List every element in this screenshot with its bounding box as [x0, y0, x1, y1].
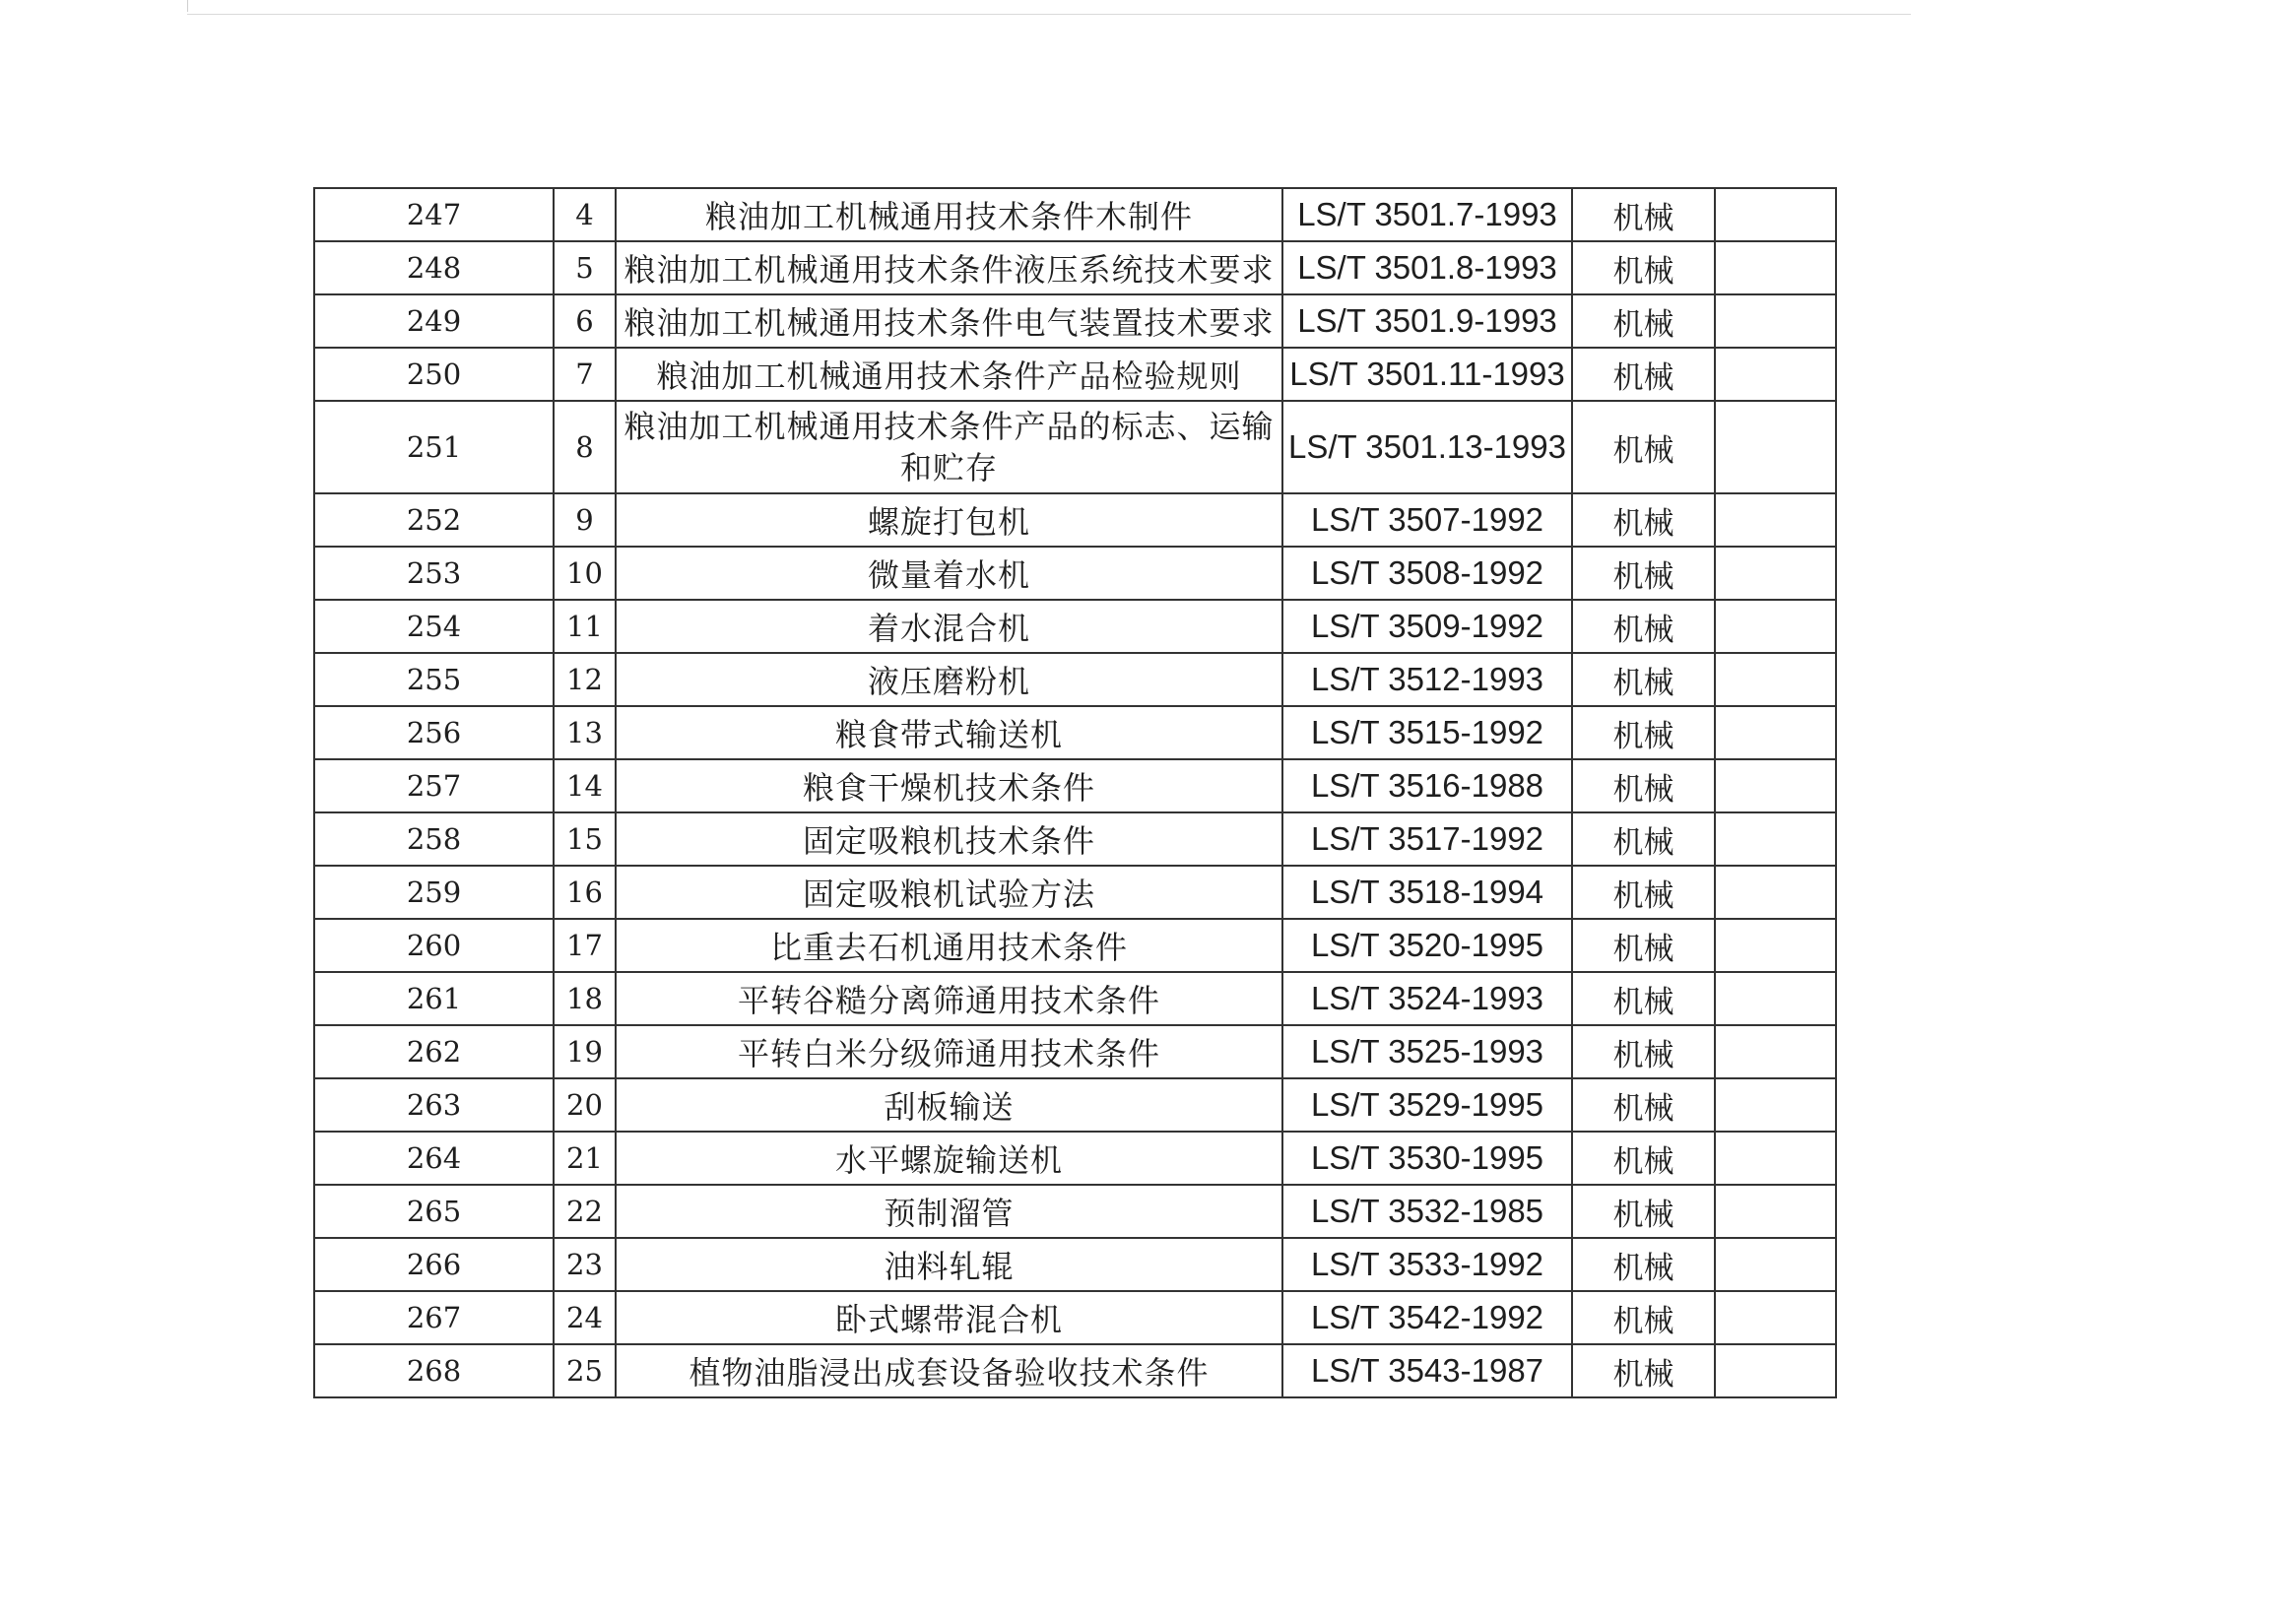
remark-cell — [1715, 1185, 1836, 1238]
standard-code-cell: LS/T 3524-1993 — [1282, 972, 1572, 1025]
table-row — [314, 294, 1836, 348]
standard-code-cell: LS/T 3501.9-1993 — [1282, 294, 1572, 348]
serial-number-cell: 265 — [314, 1185, 554, 1238]
table-row — [314, 706, 1836, 759]
remark-cell — [1715, 348, 1836, 401]
category-cell: 机械 — [1572, 919, 1715, 972]
remark-cell — [1715, 812, 1836, 866]
item-number-cell: 12 — [554, 653, 616, 706]
remark-cell — [1715, 294, 1836, 348]
table-row — [314, 653, 1836, 706]
item-number-cell: 17 — [554, 919, 616, 972]
standard-code-cell: LS/T 3515-1992 — [1282, 706, 1572, 759]
standard-code-cell: LS/T 3516-1988 — [1282, 759, 1572, 812]
standard-code-cell: LS/T 3501.8-1993 — [1282, 241, 1572, 294]
category-cell: 机械 — [1572, 547, 1715, 600]
serial-number-cell: 268 — [314, 1344, 554, 1397]
standard-code-cell: LS/T 3542-1992 — [1282, 1291, 1572, 1344]
standard-name-cell: 固定吸粮机技术条件 — [616, 812, 1282, 866]
item-number-cell: 14 — [554, 759, 616, 812]
standard-code-cell: LS/T 3518-1994 — [1282, 866, 1572, 919]
standard-name-cell: 平转白米分级筛通用技术条件 — [616, 1025, 1282, 1078]
table-row — [314, 547, 1836, 600]
table-body — [314, 188, 1836, 1397]
table-row — [314, 600, 1836, 653]
table-row — [314, 1185, 1836, 1238]
remark-cell — [1715, 1078, 1836, 1132]
standard-name-cell: 刮板输送 — [616, 1078, 1282, 1132]
standard-code-cell: LS/T 3543-1987 — [1282, 1344, 1572, 1397]
item-number-cell: 15 — [554, 812, 616, 866]
table-row — [314, 188, 1836, 241]
remark-cell — [1715, 188, 1836, 241]
serial-number-cell: 252 — [314, 493, 554, 547]
remark-cell — [1715, 866, 1836, 919]
category-cell: 机械 — [1572, 493, 1715, 547]
standard-code-cell: LS/T 3533-1992 — [1282, 1238, 1572, 1291]
item-number-cell: 20 — [554, 1078, 616, 1132]
category-cell: 机械 — [1572, 1132, 1715, 1185]
table-row — [314, 241, 1836, 294]
standards-table — [313, 187, 1837, 1398]
serial-number-cell: 256 — [314, 706, 554, 759]
remark-cell — [1715, 600, 1836, 653]
item-number-cell: 21 — [554, 1132, 616, 1185]
category-cell: 机械 — [1572, 1238, 1715, 1291]
table-row — [314, 1344, 1836, 1397]
standard-code-cell: LS/T 3508-1992 — [1282, 547, 1572, 600]
standard-name-cell: 液压磨粉机 — [616, 653, 1282, 706]
serial-number-cell: 262 — [314, 1025, 554, 1078]
category-cell: 机械 — [1572, 1185, 1715, 1238]
item-number-cell: 19 — [554, 1025, 616, 1078]
item-number-cell: 9 — [554, 493, 616, 547]
table-row — [314, 812, 1836, 866]
table-row — [314, 866, 1836, 919]
item-number-cell: 5 — [554, 241, 616, 294]
category-cell: 机械 — [1572, 1291, 1715, 1344]
standard-name-cell: 水平螺旋输送机 — [616, 1132, 1282, 1185]
scan-edge — [187, 0, 1911, 15]
standard-code-cell: LS/T 3520-1995 — [1282, 919, 1572, 972]
standard-name-cell: 植物油脂浸出成套设备验收技术条件 — [616, 1344, 1282, 1397]
standard-name-cell: 平转谷糙分离筛通用技术条件 — [616, 972, 1282, 1025]
serial-number-cell: 250 — [314, 348, 554, 401]
category-cell: 机械 — [1572, 706, 1715, 759]
remark-cell — [1715, 1291, 1836, 1344]
serial-number-cell: 266 — [314, 1238, 554, 1291]
item-number-cell: 6 — [554, 294, 616, 348]
remark-cell — [1715, 706, 1836, 759]
remark-cell — [1715, 401, 1836, 493]
item-number-cell: 23 — [554, 1238, 616, 1291]
table-row — [314, 348, 1836, 401]
item-number-cell: 22 — [554, 1185, 616, 1238]
remark-cell — [1715, 1238, 1836, 1291]
table-row — [314, 1291, 1836, 1344]
standard-code-cell: LS/T 3509-1992 — [1282, 600, 1572, 653]
category-cell: 机械 — [1572, 812, 1715, 866]
standard-name-cell: 粮食带式输送机 — [616, 706, 1282, 759]
standard-code-cell: LS/T 3532-1985 — [1282, 1185, 1572, 1238]
serial-number-cell: 263 — [314, 1078, 554, 1132]
serial-number-cell: 259 — [314, 866, 554, 919]
remark-cell — [1715, 1344, 1836, 1397]
remark-cell — [1715, 493, 1836, 547]
remark-cell — [1715, 241, 1836, 294]
category-cell: 机械 — [1572, 600, 1715, 653]
table-row — [314, 493, 1836, 547]
standard-name-cell: 着水混合机 — [616, 600, 1282, 653]
standard-name-cell: 粮油加工机械通用技术条件液压系统技术要求 — [616, 241, 1282, 294]
table-row — [314, 972, 1836, 1025]
serial-number-cell: 261 — [314, 972, 554, 1025]
standard-code-cell: LS/T 3501.11-1993 — [1282, 348, 1572, 401]
remark-cell — [1715, 759, 1836, 812]
serial-number-cell: 247 — [314, 188, 554, 241]
category-cell: 机械 — [1572, 1344, 1715, 1397]
serial-number-cell: 249 — [314, 294, 554, 348]
serial-number-cell: 253 — [314, 547, 554, 600]
category-cell: 机械 — [1572, 972, 1715, 1025]
standard-name-cell: 油料轧辊 — [616, 1238, 1282, 1291]
table-row — [314, 1238, 1836, 1291]
remark-cell — [1715, 1132, 1836, 1185]
category-cell: 机械 — [1572, 759, 1715, 812]
table-row — [314, 919, 1836, 972]
standard-code-cell: LS/T 3512-1993 — [1282, 653, 1572, 706]
remark-cell — [1715, 919, 1836, 972]
table-row — [314, 1025, 1836, 1078]
item-number-cell: 13 — [554, 706, 616, 759]
serial-number-cell: 257 — [314, 759, 554, 812]
table-row — [314, 1078, 1836, 1132]
standard-name-cell: 卧式螺带混合机 — [616, 1291, 1282, 1344]
category-cell: 机械 — [1572, 188, 1715, 241]
standard-name-cell: 预制溜管 — [616, 1185, 1282, 1238]
standard-code-cell: LS/T 3530-1995 — [1282, 1132, 1572, 1185]
standard-name-cell: 粮油加工机械通用技术条件电气装置技术要求 — [616, 294, 1282, 348]
serial-number-cell: 258 — [314, 812, 554, 866]
serial-number-cell: 251 — [314, 401, 554, 493]
scan-edge-mark — [187, 0, 188, 12]
item-number-cell: 18 — [554, 972, 616, 1025]
serial-number-cell: 248 — [314, 241, 554, 294]
standard-name-cell: 螺旋打包机 — [616, 493, 1282, 547]
standard-name-cell: 粮油加工机械通用技术条件产品的标志、运输和贮存 — [616, 401, 1282, 493]
remark-cell — [1715, 653, 1836, 706]
standard-code-cell: LS/T 3501.13-1993 — [1282, 401, 1572, 493]
standard-name-cell: 粮食干燥机技术条件 — [616, 759, 1282, 812]
table-row — [314, 401, 1836, 493]
item-number-cell: 25 — [554, 1344, 616, 1397]
category-cell: 机械 — [1572, 401, 1715, 493]
standard-code-cell: LS/T 3517-1992 — [1282, 812, 1572, 866]
serial-number-cell: 254 — [314, 600, 554, 653]
item-number-cell: 4 — [554, 188, 616, 241]
category-cell: 机械 — [1572, 653, 1715, 706]
standard-code-cell: LS/T 3529-1995 — [1282, 1078, 1572, 1132]
category-cell: 机械 — [1572, 866, 1715, 919]
item-number-cell: 24 — [554, 1291, 616, 1344]
standard-name-cell: 固定吸粮机试验方法 — [616, 866, 1282, 919]
remark-cell — [1715, 1025, 1836, 1078]
serial-number-cell: 260 — [314, 919, 554, 972]
table-row — [314, 1132, 1836, 1185]
standard-code-cell: LS/T 3501.7-1993 — [1282, 188, 1572, 241]
remark-cell — [1715, 547, 1836, 600]
category-cell: 机械 — [1572, 348, 1715, 401]
category-cell: 机械 — [1572, 241, 1715, 294]
standard-name-cell: 粮油加工机械通用技术条件产品检验规则 — [616, 348, 1282, 401]
item-number-cell: 8 — [554, 401, 616, 493]
standard-code-cell: LS/T 3525-1993 — [1282, 1025, 1572, 1078]
item-number-cell: 7 — [554, 348, 616, 401]
standard-name-cell: 粮油加工机械通用技术条件木制件 — [616, 188, 1282, 241]
category-cell: 机械 — [1572, 1025, 1715, 1078]
serial-number-cell: 255 — [314, 653, 554, 706]
item-number-cell: 10 — [554, 547, 616, 600]
standard-name-cell: 微量着水机 — [616, 547, 1282, 600]
item-number-cell: 11 — [554, 600, 616, 653]
item-number-cell: 16 — [554, 866, 616, 919]
serial-number-cell: 267 — [314, 1291, 554, 1344]
table-row — [314, 759, 1836, 812]
remark-cell — [1715, 972, 1836, 1025]
standard-code-cell: LS/T 3507-1992 — [1282, 493, 1572, 547]
serial-number-cell: 264 — [314, 1132, 554, 1185]
category-cell: 机械 — [1572, 294, 1715, 348]
standard-name-cell: 比重去石机通用技术条件 — [616, 919, 1282, 972]
category-cell: 机械 — [1572, 1078, 1715, 1132]
